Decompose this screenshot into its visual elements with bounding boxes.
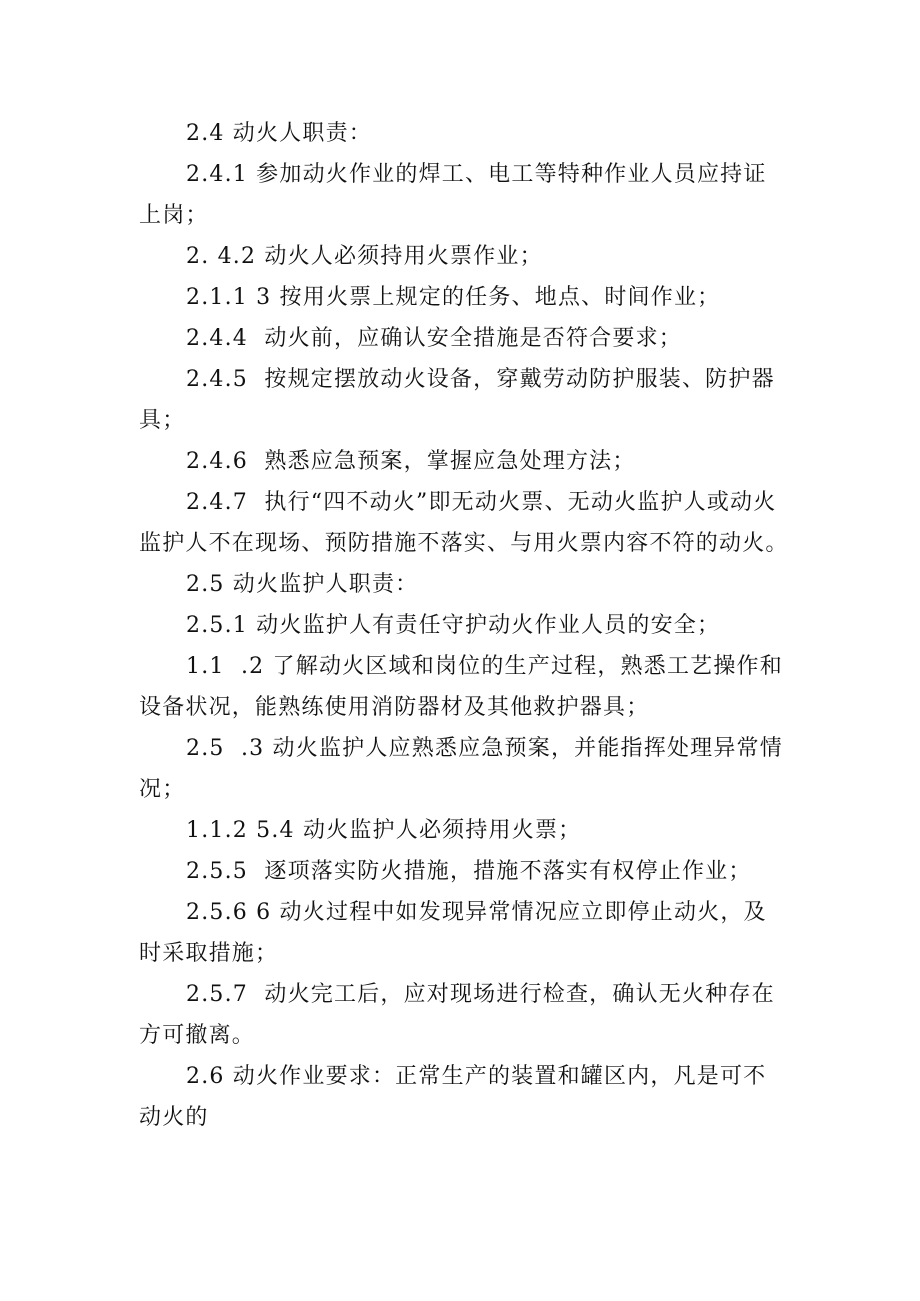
- paragraph: 2.5.1 动火监护人有责任守护动火作业人员的安全；: [186, 613, 721, 638]
- document-body: [139, 113, 789, 1138]
- paragraph: 2.1.1 3 按用火票上规定的任务、地点、时间作业；: [186, 285, 721, 310]
- paragraph: 2.4.6 熟悉应急预案，掌握应急处理方法；: [186, 449, 636, 474]
- paragraph: 2.5.7 动火完工后，应对现场进行检查，确认无火种存在方可撤离。: [139, 982, 775, 1048]
- paragraph: 1.1.2 5.4 动火监护人必须持用火票；: [186, 818, 582, 843]
- paragraph: 2.4.4 动火前，应确认安全措施是否符合要求；: [186, 326, 682, 351]
- paragraph: 2.4 动火人职责：: [186, 121, 372, 146]
- paragraph: 2.4.5 按规定摆放动火设备，穿戴劳动防护服装、防护器具；: [139, 367, 775, 433]
- paragraph: 2.6 动火作业要求：正常生产的装置和罐区内，凡是可不动火的: [139, 1064, 767, 1130]
- paragraph: 2.5.6 6 动火过程中如发现异常情况应立即停止动火，及时采取措施；: [139, 900, 767, 966]
- paragraph: 2. 4.2 动火人必须持用火票作业；: [186, 244, 543, 269]
- paragraph: 2.4.1 参加动火作业的焊工、电工等特种作业人员应持证上岗；: [139, 162, 767, 228]
- paragraph: 2.5.5 逐项落实防火措施，措施不落实有权停止作业；: [186, 859, 752, 884]
- paragraph: 1.1 .2 了解动火区域和岗位的生产过程，熟悉工艺操作和设备状况，能熟练使用消防器材及其他救护器具；: [139, 654, 783, 720]
- paragraph: 2.5 动火监护人职责：: [186, 572, 419, 597]
- paragraph: 2.5 .3 动火监护人应熟悉应急预案，并能指挥处理异常情况；: [139, 736, 783, 802]
- paragraph: 2.4.7 执行“四不动火”即无动火票、无动火监护人或动火监护人不在现场、预防措施不落实、与用火票内容不符的动火。: [139, 490, 789, 556]
